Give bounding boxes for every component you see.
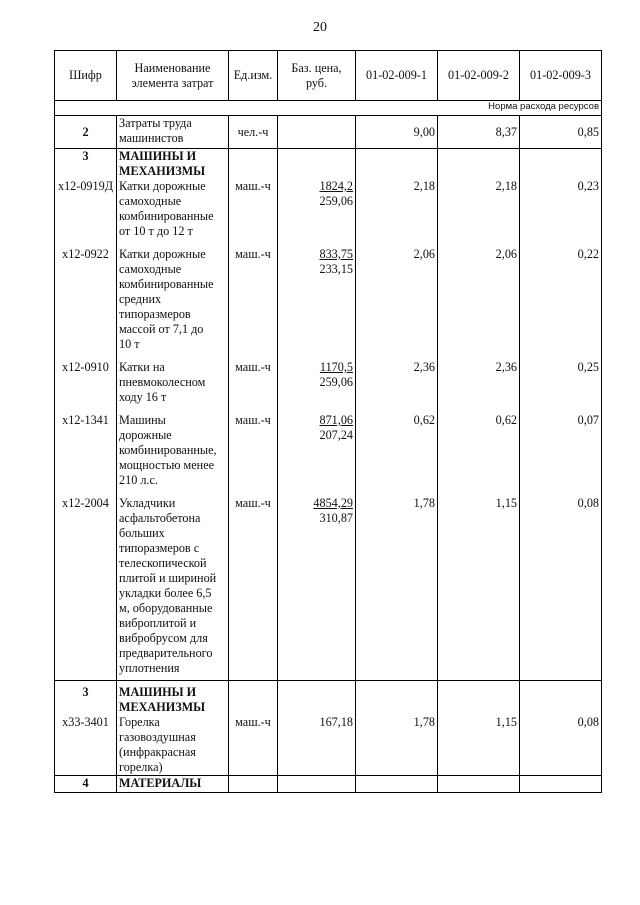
machines2-price-cell bbox=[278, 681, 356, 776]
header-name: Наименование элемента затрат bbox=[117, 51, 229, 101]
machines-v1-cell bbox=[356, 149, 438, 681]
labor-v2: 8,37 bbox=[438, 116, 520, 149]
resource-name-line: типоразмеров с bbox=[119, 541, 200, 555]
machines-codes-cell bbox=[55, 149, 117, 681]
resource-unit: маш.-ч bbox=[235, 179, 271, 193]
resource-v2: 2,36 bbox=[495, 360, 517, 374]
resource-name-line: комбинированные, bbox=[119, 443, 217, 457]
header-price: Баз. цена, руб. bbox=[278, 51, 356, 101]
materials-v2 bbox=[438, 776, 520, 793]
machines-v2-cell bbox=[438, 149, 520, 681]
resource-v1: 2,06 bbox=[413, 247, 435, 261]
resource-name-line: ходу 16 т bbox=[119, 390, 167, 404]
machines2-unit-cell bbox=[229, 681, 278, 776]
resource-v3: 0,07 bbox=[577, 413, 599, 427]
machines-section-2-row bbox=[55, 681, 602, 776]
resource-v2: 2,18 bbox=[495, 179, 517, 193]
section-title: МЕХАНИЗМЫ bbox=[119, 700, 206, 714]
resource-unit: маш.-ч bbox=[235, 496, 271, 510]
resource-name-line: Катки дорожные bbox=[119, 247, 206, 261]
resource-name-line: Катки на bbox=[119, 360, 165, 374]
resource-name-line: мощностью менее bbox=[119, 458, 215, 472]
resource-name-line: укладки более 6,5 bbox=[119, 586, 212, 600]
resource-name-line: 210 л.с. bbox=[119, 473, 158, 487]
labor-name-line: машинистов bbox=[119, 131, 184, 145]
resource-name-line: от 10 т до 12 т bbox=[119, 224, 193, 238]
resource-name-line: Горелка bbox=[119, 715, 160, 729]
materials-title: МАТЕРИАЛЫ bbox=[117, 776, 229, 793]
resource-name-line: м, оборудованные bbox=[119, 601, 213, 615]
section-num: 3 bbox=[82, 149, 89, 163]
resource-v1: 1,78 bbox=[413, 496, 435, 510]
resource-price-sub: 207,24 bbox=[319, 428, 353, 442]
resource-unit: маш.-ч bbox=[235, 247, 271, 261]
resource-price: 871,06 bbox=[319, 413, 353, 427]
resource-v3: 0,25 bbox=[577, 360, 599, 374]
norm-caption: Норма расхода ресурсов bbox=[55, 101, 602, 116]
machines2-v1-cell bbox=[356, 681, 438, 776]
resource-price-sub: 233,15 bbox=[319, 262, 353, 276]
resource-v1: 0,62 bbox=[413, 413, 435, 427]
machines2-v2-cell bbox=[438, 681, 520, 776]
labor-v3: 0,85 bbox=[520, 116, 602, 149]
machines-section-row bbox=[55, 149, 602, 681]
header-row bbox=[55, 51, 602, 101]
labor-name bbox=[117, 116, 229, 149]
resource-v3: 0,08 bbox=[577, 715, 599, 729]
section-num: 3 bbox=[82, 685, 89, 699]
resource-name-line: самоходные bbox=[119, 262, 182, 276]
resource-name-line: (инфракрасная bbox=[119, 745, 196, 759]
resource-name-line: дорожные bbox=[119, 428, 172, 442]
norm-caption-row bbox=[55, 101, 602, 116]
resource-name-line: больших bbox=[119, 526, 165, 540]
resource-code: х12-2004 bbox=[62, 496, 109, 510]
resource-unit: маш.-ч bbox=[235, 413, 271, 427]
resource-v2: 2,06 bbox=[495, 247, 517, 261]
machines-names-cell bbox=[117, 149, 229, 681]
resource-v3: 0,23 bbox=[577, 179, 599, 193]
resource-v2: 0,62 bbox=[495, 413, 517, 427]
machines2-code-cell bbox=[55, 681, 117, 776]
resource-name-line: комбинированные bbox=[119, 277, 214, 291]
header-variant-3: 01-02-009-3 bbox=[520, 51, 602, 101]
page-number: 20 bbox=[313, 20, 327, 35]
resource-price: 4854,29 bbox=[313, 496, 353, 510]
resource-name-line: уплотнения bbox=[119, 661, 180, 675]
resource-name-line: массой от 7,1 до bbox=[119, 322, 204, 336]
resource-name-line: вибробрусом для bbox=[119, 631, 208, 645]
resource-name-line: Машины bbox=[119, 413, 166, 427]
machines-units-cell bbox=[229, 149, 278, 681]
resource-price-sub: 259,06 bbox=[319, 194, 353, 208]
resource-name-line: горелка) bbox=[119, 760, 163, 774]
resource-code: х12-0919Д bbox=[57, 179, 114, 193]
header-unit: Ед.изм. bbox=[229, 51, 278, 101]
resource-name-line: телескопической bbox=[119, 556, 207, 570]
resource-name-line: пневмоколесном bbox=[119, 375, 206, 389]
header-code: Шифр bbox=[55, 51, 117, 101]
materials-price bbox=[278, 776, 356, 793]
resource-v1: 2,36 bbox=[413, 360, 435, 374]
resource-name-line: Катки дорожные bbox=[119, 179, 206, 193]
resource-name-line: самоходные bbox=[119, 194, 182, 208]
resource-price: 833,75 bbox=[319, 247, 353, 261]
materials-row bbox=[55, 776, 602, 793]
header-variant-1: 01-02-009-1 bbox=[356, 51, 438, 101]
resource-name-line: асфальтобетона bbox=[119, 511, 201, 525]
header-variant-2: 01-02-009-2 bbox=[438, 51, 520, 101]
resource-name-line: предварительного bbox=[119, 646, 213, 660]
resource-name-line: типоразмеров bbox=[119, 307, 191, 321]
resource-v1: 2,18 bbox=[413, 179, 435, 193]
resource-v3: 0,22 bbox=[577, 247, 599, 261]
resource-table bbox=[54, 50, 602, 793]
labor-name-line: Затраты труда bbox=[119, 116, 192, 130]
labor-price bbox=[278, 116, 356, 149]
machines2-name-cell bbox=[117, 681, 229, 776]
resource-name-line: виброплитой и bbox=[119, 616, 197, 630]
resource-name-line: плитой и шириной bbox=[119, 571, 217, 585]
resource-name-line: 10 т bbox=[119, 337, 140, 351]
resource-price: 1170,5 bbox=[319, 360, 353, 374]
resource-price-sub: 310,87 bbox=[319, 511, 353, 525]
machines2-v3-cell bbox=[520, 681, 602, 776]
resource-unit: маш.-ч bbox=[235, 360, 271, 374]
section-title: МАШИНЫ И bbox=[119, 685, 197, 699]
resource-price-sub: 259,06 bbox=[319, 375, 353, 389]
resource-name-line: газовоздушная bbox=[119, 730, 196, 744]
section-title: МЕХАНИЗМЫ bbox=[119, 164, 206, 178]
materials-v3 bbox=[520, 776, 602, 793]
labor-v1: 9,00 bbox=[356, 116, 438, 149]
resource-v1: 1,78 bbox=[413, 715, 435, 729]
resource-name-line: Укладчики bbox=[119, 496, 176, 510]
labor-unit: чел.-ч bbox=[229, 116, 278, 149]
materials-unit bbox=[229, 776, 278, 793]
resource-price: 167,18 bbox=[319, 715, 353, 729]
resource-name-line: средних bbox=[119, 292, 162, 306]
labor-row bbox=[55, 116, 602, 149]
resource-code: х12-0922 bbox=[62, 247, 109, 261]
resource-v3: 0,08 bbox=[577, 496, 599, 510]
resource-name-line: комбинированные bbox=[119, 209, 214, 223]
resource-code: х33-3401 bbox=[62, 715, 109, 729]
resource-unit: маш.-ч bbox=[235, 715, 271, 729]
resource-code: х12-1341 bbox=[62, 413, 109, 427]
materials-v1 bbox=[356, 776, 438, 793]
materials-num: 4 bbox=[55, 776, 117, 793]
resource-price: 1824,2 bbox=[319, 179, 353, 193]
resource-v2: 1,15 bbox=[495, 496, 517, 510]
section-title: МАШИНЫ И bbox=[119, 149, 197, 163]
machines-v3-cell bbox=[520, 149, 602, 681]
labor-num: 2 bbox=[55, 116, 117, 149]
resource-v2: 1,15 bbox=[495, 715, 517, 729]
resource-code: х12-0910 bbox=[62, 360, 109, 374]
machines-prices-cell bbox=[278, 149, 356, 681]
